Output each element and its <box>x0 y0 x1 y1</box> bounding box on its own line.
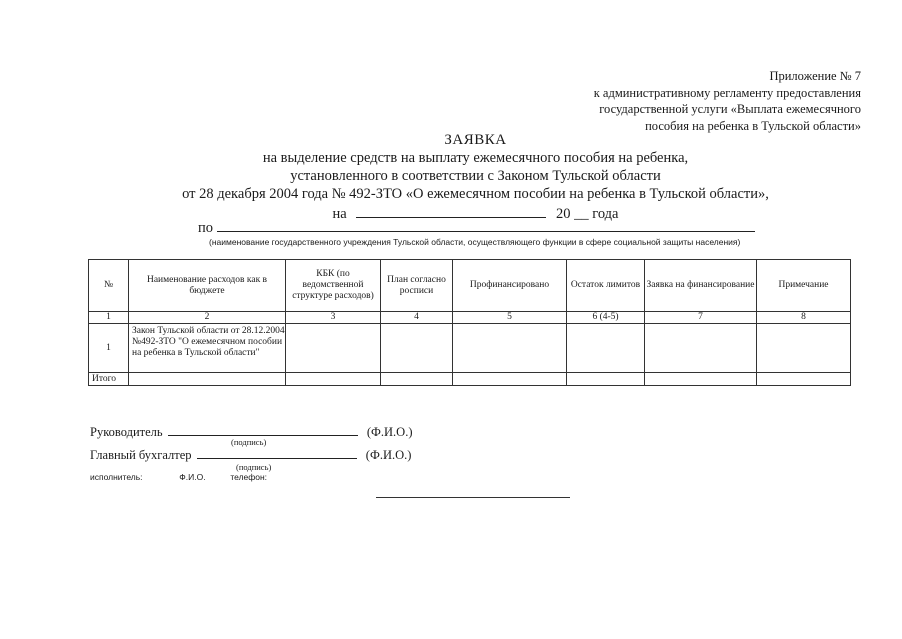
total-cell[interactable] <box>567 373 645 386</box>
header-cell: Заявка на финансирование <box>645 260 757 312</box>
date-blank-field[interactable] <box>356 203 546 218</box>
appendix-line: пособия на ребенка в Тульской области» <box>645 118 861 133</box>
accountant-label: Главный бухгалтер <box>90 448 192 462</box>
total-cell[interactable] <box>757 373 851 386</box>
institution-blank-field[interactable] <box>217 219 755 232</box>
expense-name-cell: Закон Тульской области от 28.12.2004 №492-ЗТО "О ежемесячном пособии на ребенка в Тульской области" <box>129 324 286 373</box>
plan-cell[interactable] <box>381 324 453 373</box>
executor-phone: телефон: <box>230 472 268 482</box>
appendix-line: государственной услуги «Выплата ежемесячного <box>599 102 861 116</box>
column-number: 5 <box>453 312 567 324</box>
accountant-signature-field[interactable] <box>197 447 357 459</box>
institution-line <box>198 219 755 237</box>
title-line: установленного в соответствии с Законом Тульской области <box>290 168 661 184</box>
column-number: 3 <box>286 312 381 324</box>
appendix-line: к административному регламенту предоставления <box>593 85 861 100</box>
table-number-row <box>89 312 851 324</box>
title-line: на выделение средств на выплату ежемесячного пособия на ребенка, <box>262 150 689 166</box>
column-number: 7 <box>645 312 757 324</box>
total-cell[interactable] <box>645 373 757 386</box>
header-cell: Остаток лимитов <box>567 260 645 312</box>
financed-cell[interactable] <box>453 324 567 373</box>
header-cell: КБК (по ведомственной структуре расходов) <box>286 260 381 312</box>
column-number: 6 (4-5) <box>567 312 645 324</box>
appendix-header <box>594 68 861 134</box>
institution-caption: (наименование государственного учреждения Тульской области, осуществляющего функции в сфере социальной защиты населения) <box>209 237 741 247</box>
institution-label: по <box>198 220 214 236</box>
head-signature-field[interactable] <box>168 424 358 436</box>
appendix-number: Приложение № 7 <box>769 69 861 83</box>
row-number: 1 <box>89 324 129 373</box>
accountant-signature-line <box>90 447 411 463</box>
header-cell: Примечание <box>757 260 851 312</box>
column-number: 8 <box>757 312 851 324</box>
column-number: 1 <box>89 312 129 324</box>
header-cell: План согласно росписи <box>381 260 453 312</box>
executor-fio: Ф.И.О. <box>179 472 206 482</box>
expense-table <box>88 259 851 386</box>
executor-label: исполнитель: <box>90 472 143 482</box>
title-line: от 28 декабря 2004 года № 492-ЗТО «О ежемесячном пособии на ребенка в Тульской области», <box>182 186 769 202</box>
total-row <box>89 373 851 386</box>
date-year: 20 __ года <box>555 206 619 222</box>
table-header-row <box>89 260 851 312</box>
bottom-divider <box>376 497 570 498</box>
request-cell[interactable] <box>645 324 757 373</box>
date-prefix: на <box>332 206 347 222</box>
note-cell[interactable] <box>757 324 851 373</box>
total-cell[interactable] <box>453 373 567 386</box>
kbk-cell[interactable] <box>286 324 381 373</box>
total-cell[interactable] <box>286 373 381 386</box>
document-title: ЗАЯВКА <box>444 132 507 148</box>
head-fio: (Ф.И.О.) <box>366 425 413 439</box>
remaining-cell[interactable] <box>567 324 645 373</box>
column-number: 2 <box>129 312 286 324</box>
total-cell <box>129 373 286 386</box>
header-cell: № <box>89 260 129 312</box>
accountant-fio: (Ф.И.О.) <box>365 448 412 462</box>
accountant-signature-caption: (подпись) <box>236 462 272 472</box>
total-label: Итого <box>89 373 129 386</box>
document-title-block <box>0 131 902 223</box>
table-row <box>89 324 851 373</box>
head-label: Руководитель <box>90 425 163 439</box>
header-cell: Наименование расходов как в бюджете <box>129 260 286 312</box>
total-cell[interactable] <box>381 373 453 386</box>
head-signature-caption: (подпись) <box>231 437 267 447</box>
header-cell: Профинансировано <box>453 260 567 312</box>
column-number: 4 <box>381 312 453 324</box>
executor-line <box>90 472 267 482</box>
